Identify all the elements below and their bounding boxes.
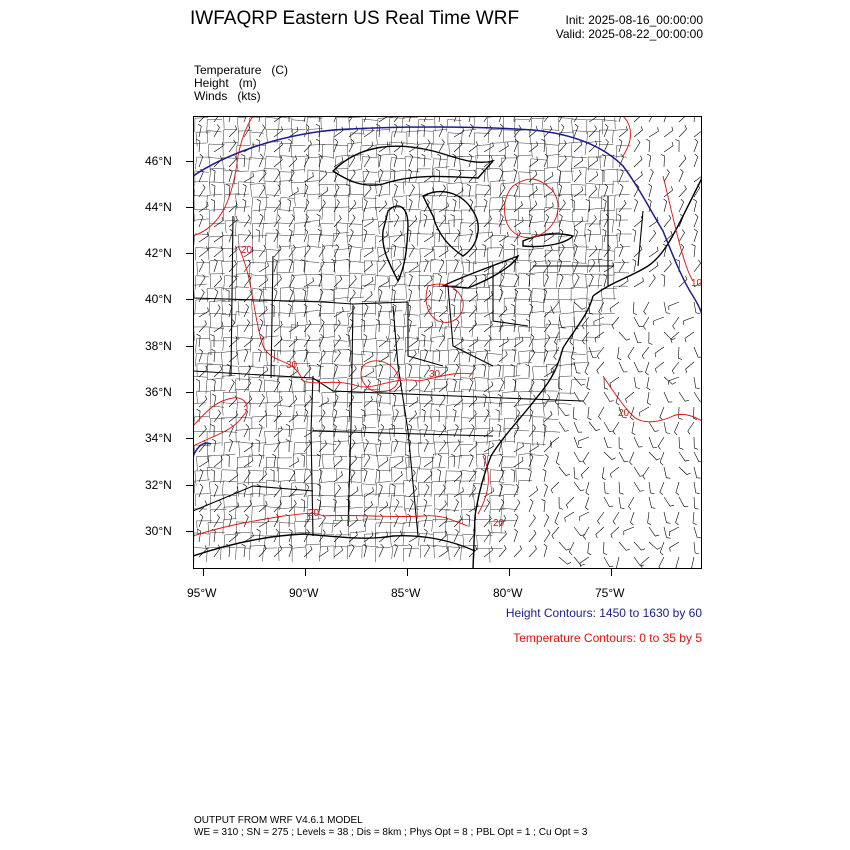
contour-label: 30: [286, 360, 298, 371]
longitude-tick: [305, 569, 306, 576]
latitude-tick: [186, 485, 193, 486]
contour-label: 20: [241, 245, 253, 256]
latitude-label: 30°N: [145, 524, 172, 538]
contour-label: 20: [618, 408, 630, 419]
variable-temperature: Temperature (C): [194, 63, 289, 77]
latitude-label: 46°N: [145, 154, 172, 168]
longitude-label: 95°W: [187, 586, 217, 600]
latitude-label: 42°N: [145, 246, 172, 260]
latitude-tick: [186, 207, 193, 208]
longitude-tick: [407, 569, 408, 576]
latitude-label: 32°N: [145, 478, 172, 492]
longitude-label: 85°W: [391, 586, 421, 600]
init-valid-times: [556, 13, 703, 41]
variable-height: Height (m): [194, 76, 257, 90]
latitude-tick: [186, 392, 193, 393]
contour-label: 10: [691, 278, 702, 289]
latitude-tick: [186, 438, 193, 439]
height-contour-legend: Height Contours: 1450 to 1630 by 60: [505, 606, 702, 620]
contour-label: 30: [429, 369, 441, 380]
valid-time: Valid: 2025-08-22_00:00:00: [555, 27, 703, 41]
longitude-label: 80°W: [493, 586, 523, 600]
latitude-label: 36°N: [145, 385, 172, 399]
variable-list: [194, 64, 288, 103]
latitude-label: 38°N: [145, 339, 172, 353]
longitude-tick: [509, 569, 510, 576]
longitude-tick: [203, 569, 204, 576]
longitude-label: 90°W: [289, 586, 319, 600]
latitude-tick: [186, 253, 193, 254]
model-config: WE = 310 ; SN = 275 ; Levels = 38 ; Dis = 8km ; Phys Opt = 8 ; PBL Opt = 1 ; Cu Opt = 3: [194, 827, 588, 838]
contour-label: 20: [493, 518, 505, 529]
temperature-contour-legend: Temperature Contours: 0 to 35 by 5: [513, 631, 702, 645]
latitude-tick: [186, 531, 193, 532]
latitude-tick: [186, 161, 193, 162]
latitude-label: 34°N: [145, 431, 172, 445]
latitude-label: 40°N: [145, 292, 172, 306]
model-version: OUTPUT FROM WRF V4.6.1 MODEL: [194, 815, 363, 826]
model-info-footer: [194, 815, 587, 839]
weather-map: [193, 116, 702, 569]
latitude-tick: [186, 346, 193, 347]
init-time: Init: 2025-08-16_00:00:00: [565, 13, 703, 27]
map-title: IWFAQRP Eastern US Real Time WRF: [190, 8, 520, 29]
latitude-tick: [186, 299, 193, 300]
latitude-label: 44°N: [145, 200, 172, 214]
contour-label: 20: [308, 508, 320, 519]
variable-winds: Winds (kts): [194, 89, 261, 103]
longitude-tick: [611, 569, 612, 576]
longitude-label: 75°W: [595, 586, 625, 600]
